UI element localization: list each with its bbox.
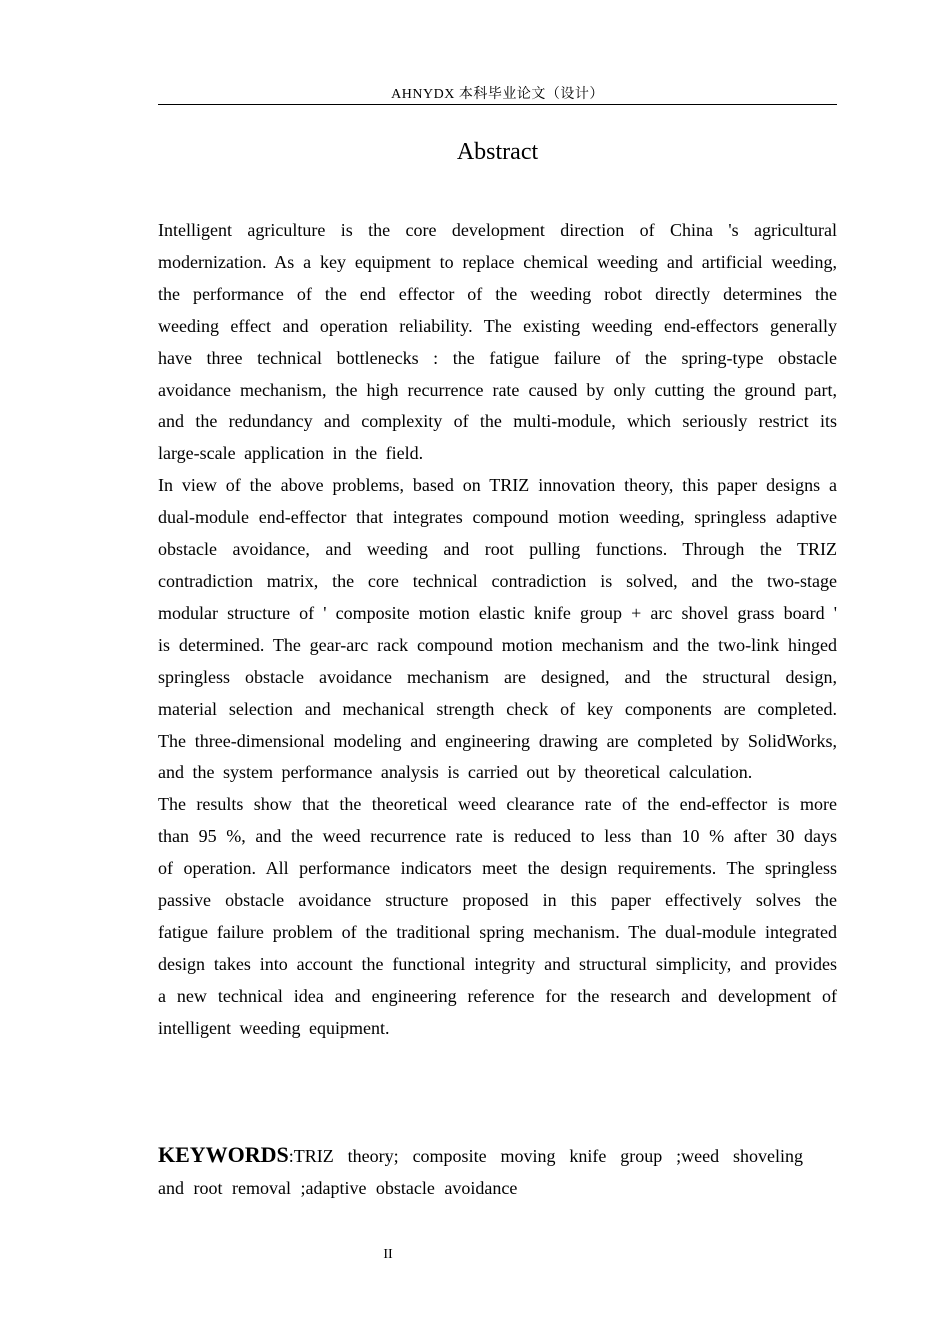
- page-number: II: [383, 1247, 393, 1262]
- abstract-body: [158, 215, 837, 1045]
- keywords-text: :TRIZ theory; composite moving knife group ;weed shoveling and root removal ;adaptive obstacle avoidance: [158, 1146, 803, 1198]
- abstract-paragraph-3: The results show that the theoretical weed clearance rate of the end-effector is more than 95 %, and the weed recurrence rate is reduced to less than 10 % after 30 days of operation. All performance indicators meet the design requirements. The springless passive obstacle avoidance structure proposed in this paper effectively solves the fatigue failure problem of the traditional spring mechanism. The dual-module integrated design takes into account the functional integrity and structural simplicity, and provides a new technical idea and engineering reference for the research and development of intelligent weeding equipment.: [158, 794, 837, 1038]
- header-rule: [158, 104, 837, 105]
- keywords-line: [158, 1139, 803, 1204]
- abstract-paragraph-1: Intelligent agriculture is the core development direction of China 's agricultural modernization. As a key equipment to replace chemical weeding and artificial weeding, the performance of the end effector of the weeding robot directly determines the weeding effect and operation reliability. The existing weeding end-effectors generally have three technical bottlenecks : the fatigue failure of the spring-type obstacle avoidance mechanism, the high recurrence rate caused by only cutting the ground part, and the redundancy and complexity of the multi-module, which seriously restrict its large-scale application in the field.: [158, 220, 837, 464]
- running-header: AHNYDX 本科毕业论文（设计）: [391, 87, 604, 102]
- keywords-label: KEYWORDS: [158, 1142, 289, 1167]
- abstract-paragraph-2: In view of the above problems, based on TRIZ innovation theory, this paper designs a dual-module end-effector that integrates compound motion weeding, springless adaptive obstacle avoidance, and weeding and root pulling functions. Through the TRIZ contradiction matrix, the core technical contradiction is solved, and the two-stage modular structure of ' composite motion elastic knife group + arc shovel grass board ' is determined. The gear-arc rack compound motion mechanism and the two-link hinged springless obstacle avoidance mechanism are designed, and the structural design, material selection and mechanical strength check of key components are completed. The three-dimensional modeling and engineering drawing are completed by SolidWorks, and the system performance analysis is carried out by theoretical calculation.: [158, 475, 837, 783]
- abstract-title: Abstract: [456, 139, 539, 165]
